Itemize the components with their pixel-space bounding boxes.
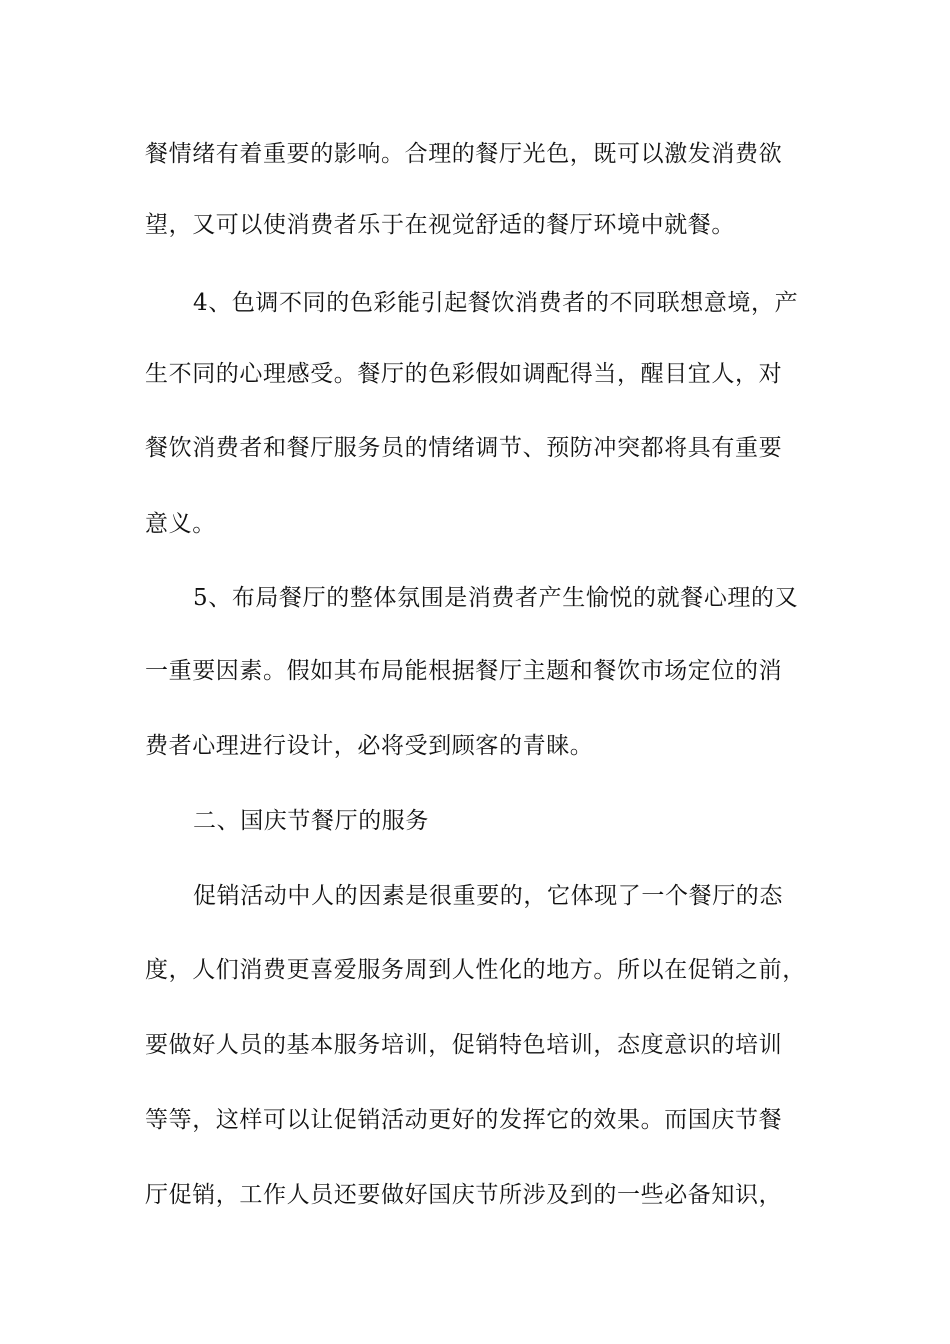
text-line: 等等，这样可以让促销活动更好的发挥它的效果。而国庆节餐 [145,1107,783,1133]
text-line: 度，人们消费更喜爱服务周到人性化的地方。所以在促销之前， [145,957,806,983]
paragraph-heading-5: 5、布局餐厅的整体氛围是消费者产生愉悦的就餐心理的又 [193,585,799,611]
text-line: 餐饮消费者和餐厅服务员的情绪调节、预防冲突都将具有重要 [145,435,783,461]
text-line: 费者心理进行设计，必将受到顾客的青睐。 [145,733,594,759]
text-line: 厅促销，工作人员还要做好国庆节所涉及到的一些必备知识， [145,1182,783,1208]
text-line: 要做好人员的基本服务培训，促销特色培训，态度意识的培训 [145,1032,783,1058]
text-line: 意义。 [145,511,216,537]
paragraph-heading-4: 4、色调不同的色彩能引起餐饮消费者的不同联想意境，产 [193,290,799,316]
text-line: 促销活动中人的因素是很重要的，它体现了一个餐厅的态 [193,883,783,909]
text-line: 一重要因素。假如其布局能根据餐厅主题和餐饮市场定位的消 [145,658,783,684]
section-heading: 二、国庆节餐厅的服务 [193,808,429,834]
text-line: 生不同的心理感受。餐厅的色彩假如调配得当，醒目宜人，对 [145,361,783,387]
text-line: 望，又可以使消费者乐于在视觉舒适的餐厅环境中就餐。 [145,212,735,238]
text-line: 餐情绪有着重要的影响。合理的餐厅光色，既可以激发消费欲 [145,141,783,167]
